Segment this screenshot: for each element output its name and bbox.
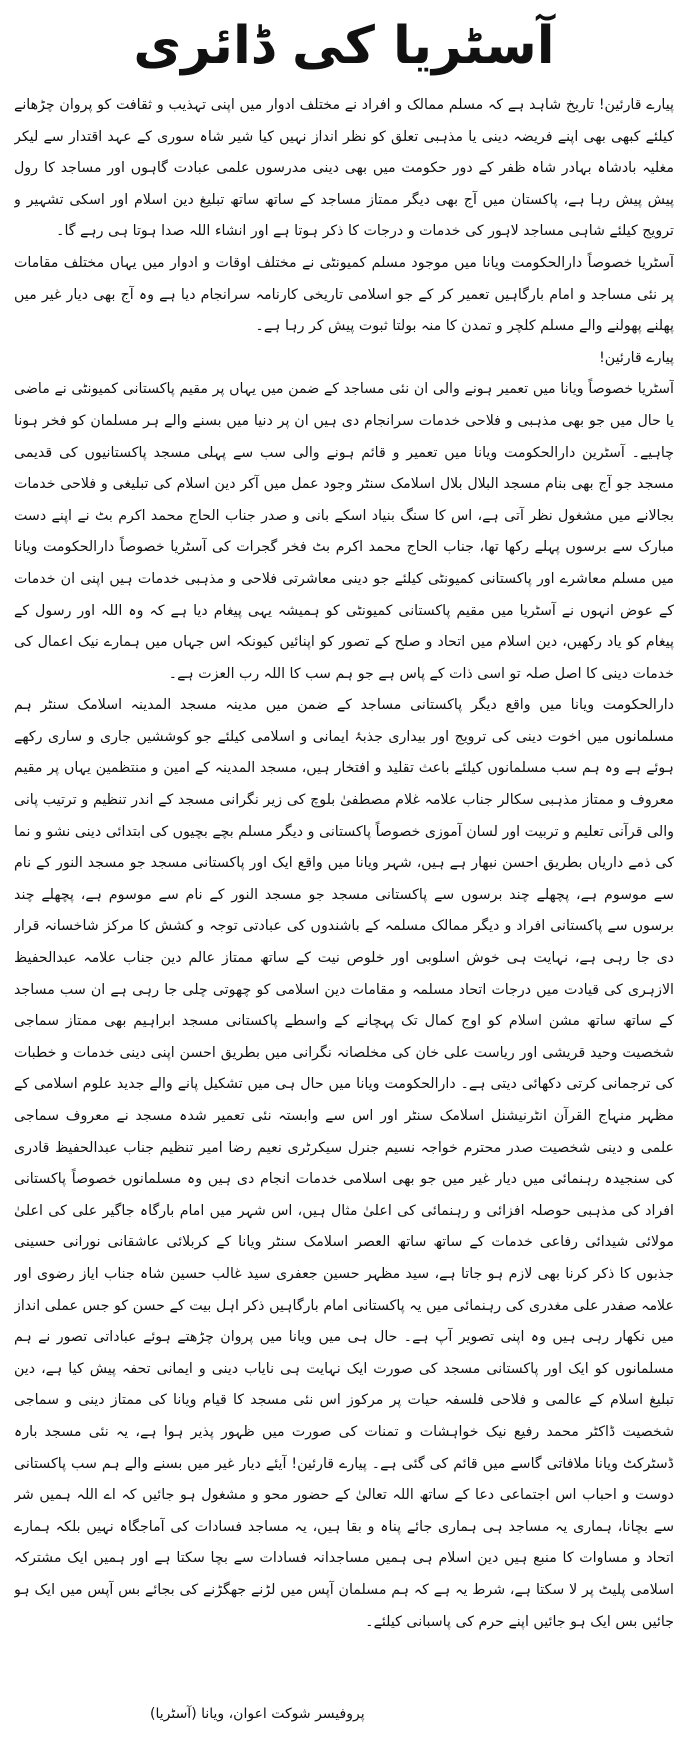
paragraph-other-mosques: دارالحکومت ویانا میں واقع دیگر پاکستانی مساجد کے ضمن میں مدینہ مسجد المدینہ اسلامک سنٹر ہم مسلمانوں میں اخوت دینی کی ترویج اور بیداری جذبۂ ایمانی و اسلامی کیلئے جو کوششیں جاری و ساری رکھے ہوئے ہے وہ ہم سب مسلمانوں کیلئے باعث تقلید و افتخار ہیں، مسجد المدینہ کے امین و منتظمین یہاں پر مقیم معروف و ممتاز مذہبی سکالر جناب علامہ غلام مصطفیٰ بلوچ کی زیر نگرانی مسجد کے اندر تنظیم و ترتیب پانی والی قرآنی تعلیم و تربیت اور لسان آموزی خصوصاً پاکستانی و دیگر مسلم بچے بچیوں کی ابتدائی دینی نشو و نما کی ذمے داریاں بطریق احسن نبھار ہے ہیں، شہر ویانا میں واقع ایک اور پاکستانی مسجد جو مسجد النور کے نام سے موسوم ہے، پچھلے چند برسوں سے پاکستانی مسجد جو مسجد النور کے نام سے موسوم ہے، پچھلے چند برسوں سے پاکستانی افراد و دیگر ممالک مسلمہ کے باشندوں کی عبادتی توجہ و کشش کا مرکز شاخسانہ قرار دی جا رہی ہے، نہایت ہی خوش اسلوبی اور خلوص نیت کے ساتھ ممتاز عالم دین جناب علامہ عبدالحفیظ الازہری کی قیادت میں درجات اتحاد مسلمہ و مقامات دین اسلامی کو چھوتی چلی جا رہی ہے ان سب مساجد کے ساتھ ساتھ مشن اسلام کو اوج کمال تک پہچانے کے واسطے پاکستانی مسجد ابراہیم بھی ممتاز سماجی شخصیت وحید قریشی اور ریاست علی خان کی مخلصانہ نگرانی میں بطریق احسن اپنی دینی خدمات و خطبات کی ترجمانی کرتی دکھائی دیتی ہے۔ دارالحکومت ویانا میں حال ہی میں تشکیل پانے والے جدید علوم اسلامی کے مظہر منہاج القرآن انٹرنیشنل اسلامک سنٹر اور اس سے وابستہ نئی تعمیر شدہ مسجد نے معروف سماجی علمی و دینی شخصیت صدر محترم خواجہ نسیم جنرل سیکرٹری نعیم رضا امیر تنظیم جناب عبدالحفیظ قادری کی سنجیدہ رہنمائی میں دیار غیر میں جو بھی اسلامی خدمات انجام دی ہیں وہ مسلمانوں خصوصاً پاکستانی افراد کی مذہبی حوصلہ افزائی و رہنمائی کی اعلیٰ مثال ہیں، اس شہر میں امام بارگاہ جاگیر علی کی اعلیٰ مولائی شیدائی رفاعی خدمات کے ساتھ ساتھ العصر اسلامک سنٹر ویانا کے کربلائی عاشقانی نورانی حسینی جذبوں کا ذکر کرنا بھی لازم ہو جاتا ہے، سید مظہر حسین جعفری سید غالب حسین شاہ جناب ایاز رضوی اور علامہ صفدر علی مغدری کی رہنمائی میں یہ پاکستانی امام بارگاہیں ذکر اہل بیت کے حسن کو جس عملی انداز میں نکھار رہی ہیں وہ اپنی تصویر آپ ہے۔ حال ہی میں ویانا میں پروان چڑھتے ہوئے عباداتی تصور نے ہم مسلمانوں کو ایک اور پاکستانی مسجد کی صورت ایک نہایت ہی نایاب دینی و ایمانی تحفہ پیش کیا ہے، دین تبلیغ اسلام کے عالمی و فلاحی فلسفہ حیات پر مرکوز اس نئی مسجد کا قیام ویانا کی ممتاز دینی و سماجی شخصیت ڈاکٹر محمد رفیع نیک خواہشات و تمنات کی صورت میں ظہور پذیر ہوا ہے، یہ نئی مسجد بارہ ڈسٹرکٹ ویانا ملافاتی گاسے میں قائم کی گئی ہے۔ پیارے قارئین! آیئے دیار غیر میں بسنے والے ہم سب پاکستانی دوست و احباب اس اجتماعی دعا کے ساتھ اللہ تعالیٰ کے حضور محو و مشغول ہو جائیں کہ اے اللہ ہمیں شر سے بچانا، ہماری یہ مساجد ہی ہماری جائے پناہ و بقا ہیں، یہ مساجد فسادات کی آماجگاہ نہیں بلکہ ہمارے اتحاد و مساوات کا منبع ہیں دین اسلام ہی ہمیں مساجدانہ فسادات سے بچا سکتا ہے اور ہمیں ایک مشترکہ اسلامی پلیٹ پر لا سکتا ہے، شرط یہ ہے کہ ہم مسلمان آپس میں لڑنے جھگڑنے کی بجائے بس آپس میں ایک ہو جائیں بس ایک ہو جائیں اپنے حرم کی پاسبانی کیلئے۔ (14, 697, 674, 1630)
newspaper-column (0, 10, 688, 1744)
paragraph-salutation: پیارے قارئین! (599, 349, 674, 366)
column-headline: آسٹریا کی ڈائری (133, 16, 555, 76)
paragraph-intro: پیارے قارئین! تاریخ شاہد ہے کہ مسلم ممالک و افراد نے مختلف ادوار میں اپنی تہذیب و ثقافت کو پروان چڑھانے کیلئے کبھی بھی اپنے فریضہ دینی یا مذہبی تعلق کو نظر انداز نہیں کیا شیر شاہ سوری کے عہد اقتدار سے لیکر مغلیہ بادشاہ بہادر شاہ ظفر کے دور حکومت میں بھی دینی مدرسوں علمی عبادت گاہوں اور مساجد کا رول پیش پیش رہا ہے، پاکستان میں آج بھی دیگر ممتاز مساجد کے ساتھ ساتھ تبلیغ دین اسلام اور اسکی تشہیر و ترویج کیلئے شاہی مساجد لاہور کی خدمات و درجات کا ذکر ہوتا ہے اور انشاء اللہ صدا ہوتا ہی رہے گا۔ (14, 97, 674, 240)
author-byline: پروفیسر شوکت اعوان، ویانا (آسٹریا) (150, 1706, 365, 1722)
paragraph-al-bilal-mosque: آسٹریا خصوصاً ویانا میں تعمیر ہونے والی ان نئی مساجد کے ضمن میں یہاں پر مقیم پاکستانی کمیونٹی نے ماضی یا حال میں جو بھی مذہبی و فلاحی خدمات سرانجام دی ہیں ان پر دنیا میں بسنے والے ہر مسلمان کو فخر ہونا چاہیے۔ آسٹرین دارالحکومت ویانا میں تعمیر و قائم ہونے والی سب سے پہلی مسجد پاکستانیوں کی قدیمی مسجد جو آج بھی بنام مسجد البلال بلال اسلامک سنٹر وجود عمل میں آکر دین اسلام کی تبلیغی و فلاحی خدمات بجالانے میں مشغول نظر آتی ہے، اس کا سنگ بنیاد اسکے بانی و صدر جناب الحاج محمد اکرم بٹ نے اپنے دست مبارک سے برسوں پہلے رکھا تھا، جناب الحاج محمد اکرم بٹ فخر گجرات کی آسٹریا خصوصاً دارالحکومت ویانا میں مسلم معاشرے اور پاکستانی کمیونٹی کیلئے جو دینی معاشرتی فلاحی و مذہبی خدمات ہیں اپنی ان خدمات کے عوض انہوں نے آسٹریا میں مقیم پاکستانی کمیونٹی کو ہمیشہ یہی پیغام دیا ہے کہ وہ اللہ اور رسول کے پیغام کو یاد رکھیں، دین اسلام میں اتحاد و صلح کے تصور کو اپنائیں کیونکہ اس جہاں میں ہمارے نیک اعمال کی خدمات دینی کا اصل صلہ تو اسی ذات کے پاس ہے جو ہم سب کا اللہ رب العزت ہے۔ (14, 381, 674, 682)
paragraph-austria-mosques: آسٹریا خصوصاً دارالحکومت ویانا میں موجود مسلم کمیونٹی نے مختلف اوقات و ادوار میں یہاں مختلف مقامات پر نئی مساجد و امام بارگاہیں تعمیر کر کے جو اسلامی تاریخی کارنامہ سرانجام دیا ہے وہ آج بھی دیار غیر میں پھلنے پھولنے والے مسلم کلچر و تمدن کا منہ بولتا ثبوت پیش کر رہا ہے۔ (14, 254, 674, 335)
article-body (14, 90, 674, 1635)
